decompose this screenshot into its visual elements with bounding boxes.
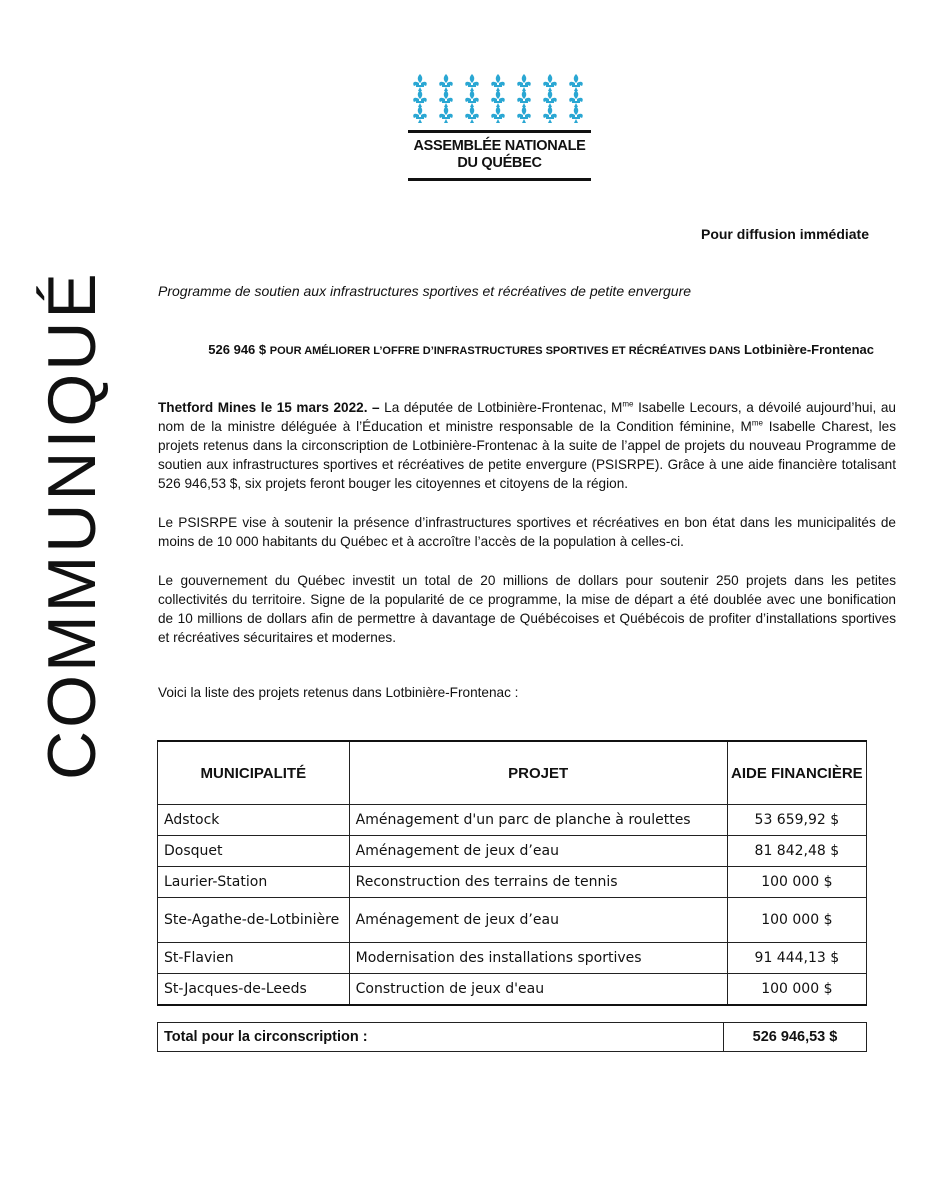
amount-cell: 53 659,92 $: [727, 805, 866, 836]
logo-rule-bottom: [408, 178, 591, 181]
amount-cell: 81 842,48 $: [727, 836, 866, 867]
municipality-cell: St-Jacques-de-Leeds: [158, 974, 350, 1006]
headline-amount: 526 946 $: [208, 342, 267, 357]
project-cell: Aménagement d'un parc de planche à roulettes: [349, 805, 727, 836]
logo-name-line1: ASSEMBLÉE NATIONALE: [413, 138, 586, 154]
amount-cell: 91 444,13 $: [727, 943, 866, 974]
project-cell: Modernisation des installations sportives: [349, 943, 727, 974]
headline-text: POUR AMÉLIORER L’OFFRE D’INFRASTRUCTURES SPORTIVES ET RÉCRÉATIVES DANS: [269, 345, 741, 357]
amount-cell: 100 000 $: [727, 974, 866, 1006]
table-row: [158, 867, 867, 898]
total-table: [157, 1022, 867, 1052]
amount-cell: 100 000 $: [727, 898, 866, 943]
project-cell: Reconstruction des terrains de tennis: [349, 867, 727, 898]
project-cell: Aménagement de jeux d’eau: [349, 898, 727, 943]
header-municipality: MUNICIPALITÉ: [158, 741, 350, 805]
municipality-cell: Ste-Agathe-de-Lotbinière: [158, 898, 350, 943]
header-project: PROJET: [349, 741, 727, 805]
total-row: [158, 1023, 867, 1052]
dateline: Thetford Mines le 15 mars 2022. –: [158, 400, 380, 415]
table-row: [158, 898, 867, 943]
municipality-cell: St-Flavien: [158, 943, 350, 974]
project-cell: Construction de jeux d'eau: [349, 974, 727, 1006]
table-row: [158, 974, 867, 1006]
vertical-label: COMMUNIQUÉ: [34, 270, 110, 780]
paragraph-1-a: La députée de Lotbinière-Frontenac, M: [379, 400, 623, 415]
paragraph-1-b: Isabelle Lecours, a dévoilé aujourd’hui, au nom de la ministre déléguée à l’Éducation et ministre responsable de la Condition féminine, M: [158, 400, 896, 434]
table-row: [158, 805, 867, 836]
paragraph-1-c: Isabelle Charest, les projets retenus dans la circonscription de Lotbinière-Frontenac à la suite de l’appel de projets du nouveau Programme de soutien aux infrastructures sportives et récréatives de petite envergure (PSISRPE). Grâce à une aide financière totalisant 526 946,53 $, six projets feront bouger les citoyennes et citoyens de la région.: [158, 419, 897, 491]
table-row: [158, 943, 867, 974]
logo-name-line2: DU QUÉBEC: [457, 155, 542, 171]
program-title: Programme de soutien aux infrastructures sportives et récréatives de petite envergure: [158, 283, 692, 299]
total-label: Total pour la circonscription :: [158, 1023, 724, 1052]
municipality-cell: Adstock: [158, 805, 350, 836]
release-note: Pour diffusion immédiate: [700, 226, 869, 242]
total-amount: 526 946,53 $: [724, 1023, 867, 1052]
fleur-de-lis-icon: [408, 72, 591, 126]
superscript-2: me: [751, 418, 763, 428]
municipality-cell: Dosquet: [158, 836, 350, 867]
table-header-row: [158, 741, 867, 805]
projects-table: [157, 740, 867, 1006]
amount-cell: 100 000 $: [727, 867, 866, 898]
project-cell: Aménagement de jeux d’eau: [349, 836, 727, 867]
table-row: [158, 836, 867, 867]
assemblee-nationale-logo: [408, 72, 591, 184]
logo-rule-top: [408, 130, 591, 133]
municipality-cell: Laurier-Station: [158, 867, 350, 898]
header-financial-aid: AIDE FINANCIÈRE: [727, 741, 866, 805]
logo-name: [408, 138, 591, 172]
paragraph-1: [158, 398, 896, 493]
paragraph-3: Le gouvernement du Québec investit un total de 20 millions de dollars pour soutenir 250 projets dans les petites collectivités du territoire. Signe de la popularité de ce programme, la mise de départ a été doublée avec une bonification de 10 millions de dollars afin de permettre à davantage de Québécoises et Québécois de profiter d’installations sportives et récréatives sécuritaires et modernes.: [158, 573, 896, 645]
paragraph-2: Le PSISRPE vise à soutenir la présence d’infrastructures sportives et récréatives en bon état dans les municipalités de moins de 10 000 habitants du Québec et à accroître l’accès de la population à celles-ci.: [158, 515, 896, 549]
headline: [158, 342, 874, 357]
projects-intro: Voici la liste des projets retenus dans Lotbinière-Frontenac :: [158, 685, 519, 700]
headline-region: Lotbinière-Frontenac: [743, 342, 874, 357]
superscript-1: me: [622, 399, 634, 409]
